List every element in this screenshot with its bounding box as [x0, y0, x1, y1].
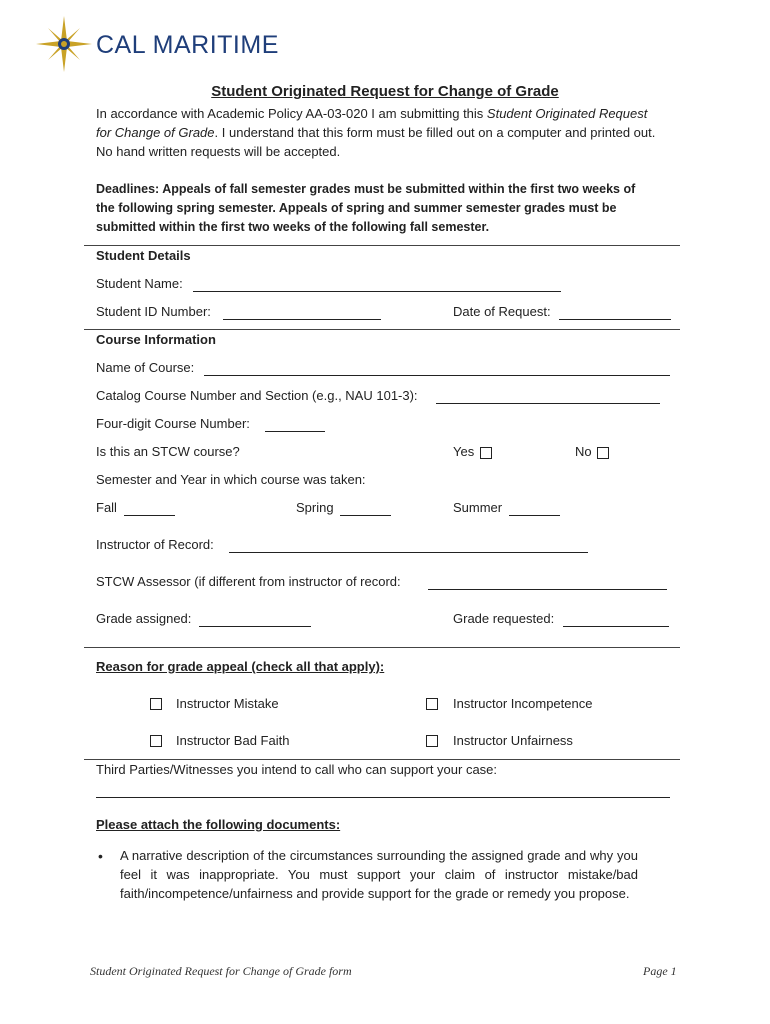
divider — [84, 647, 680, 648]
logo-text: CAL MARITIME — [96, 31, 279, 59]
date-of-request-field[interactable] — [559, 307, 671, 320]
intro-paragraph: In accordance with Academic Policy AA-03-020 I am submitting this Student Originated Request for Change of Grade. I understand that this form must be filled out on a computer and printed out. No hand written requests will be accepted. — [96, 106, 656, 159]
instructor-bad-faith-checkbox[interactable] — [150, 735, 162, 747]
student-name-field[interactable] — [193, 279, 561, 292]
stcw-question-label: Is this an STCW course? — [96, 444, 240, 459]
divider — [84, 329, 680, 330]
stcw-yes-checkbox[interactable] — [480, 447, 492, 459]
catalog-number-label: Catalog Course Number and Section (e.g., NAU 101-3): — [96, 388, 418, 403]
stcw-yes-option[interactable] — [453, 444, 492, 459]
reason-heading: Reason for grade appeal (check all that apply): — [96, 659, 385, 674]
instructor-incompetence-label: Instructor Incompetence — [453, 696, 593, 711]
stcw-no-option[interactable] — [575, 444, 609, 459]
witnesses-field[interactable] — [96, 785, 670, 798]
stcw-no-checkbox[interactable] — [597, 447, 609, 459]
catalog-number-field[interactable] — [436, 391, 660, 404]
fall-year-field[interactable] — [124, 503, 175, 516]
spring-label: Spring — [296, 500, 334, 515]
deadlines-paragraph: Deadlines: Appeals of fall semester grades must be submitted within the first two weeks of the following spring semester. Appeals of spring and summer semester grades must be submitted within the first two weeks of the following fall semester. — [96, 182, 636, 234]
instructor-mistake-checkbox[interactable] — [150, 698, 162, 710]
instructor-of-record-label: Instructor of Record: — [96, 537, 214, 552]
compass-rose-logo-icon — [34, 14, 94, 74]
instructor-mistake-label: Instructor Mistake — [176, 696, 279, 711]
student-id-label: Student ID Number: — [96, 304, 211, 319]
divider — [84, 759, 680, 760]
semester-year-label: Semester and Year in which course was taken: — [96, 472, 366, 487]
date-of-request-label: Date of Request: — [453, 304, 551, 319]
instructor-unfairness-checkbox[interactable] — [426, 735, 438, 747]
stcw-assessor-field[interactable] — [428, 577, 667, 590]
footer-form-title: Student Originated Request for Change of Grade form — [90, 964, 352, 978]
stcw-assessor-label: STCW Assessor (if different from instructor of record: — [96, 574, 401, 589]
course-information-heading: Course Information — [96, 332, 216, 347]
narrative-instruction: A narrative description of the circumstances surrounding the assigned grade and why you feel it was inappropriate. You must support your claim of instructor mistake/bad faith/incompetence/unfairness and provide support for the grade or remedy you propose. — [120, 848, 638, 901]
witnesses-label: Third Parties/Witnesses you intend to call who can support your case: — [96, 762, 498, 777]
grade-requested-field[interactable] — [563, 614, 669, 627]
course-name-field[interactable] — [204, 363, 670, 376]
instructor-bad-faith-label: Instructor Bad Faith — [176, 733, 290, 748]
four-digit-number-label: Four-digit Course Number: — [96, 416, 250, 431]
summer-year-field[interactable] — [509, 503, 560, 516]
divider — [84, 245, 680, 246]
four-digit-number-field[interactable] — [265, 419, 325, 432]
summer-label: Summer — [453, 500, 503, 515]
footer-page-number: Page 1 — [643, 964, 677, 978]
instructor-unfairness-label: Instructor Unfairness — [453, 733, 573, 748]
student-name-label: Student Name: — [96, 276, 183, 291]
bullet-icon: • — [98, 848, 103, 864]
grade-assigned-field[interactable] — [199, 614, 311, 627]
student-id-field[interactable] — [223, 307, 381, 320]
stcw-yes-label: Yes — [453, 444, 475, 459]
spring-year-field[interactable] — [340, 503, 391, 516]
attachments-heading: Please attach the following documents: — [96, 817, 341, 832]
fall-label: Fall — [96, 500, 117, 515]
page-title: Student Originated Request for Change of Grade — [211, 83, 559, 100]
grade-assigned-label: Grade assigned: — [96, 611, 192, 626]
instructor-incompetence-checkbox[interactable] — [426, 698, 438, 710]
student-details-heading: Student Details — [96, 248, 191, 263]
grade-requested-label: Grade requested: — [453, 611, 555, 626]
instructor-of-record-field[interactable] — [229, 540, 588, 553]
stcw-no-label: No — [575, 444, 592, 459]
course-name-label: Name of Course: — [96, 360, 195, 375]
